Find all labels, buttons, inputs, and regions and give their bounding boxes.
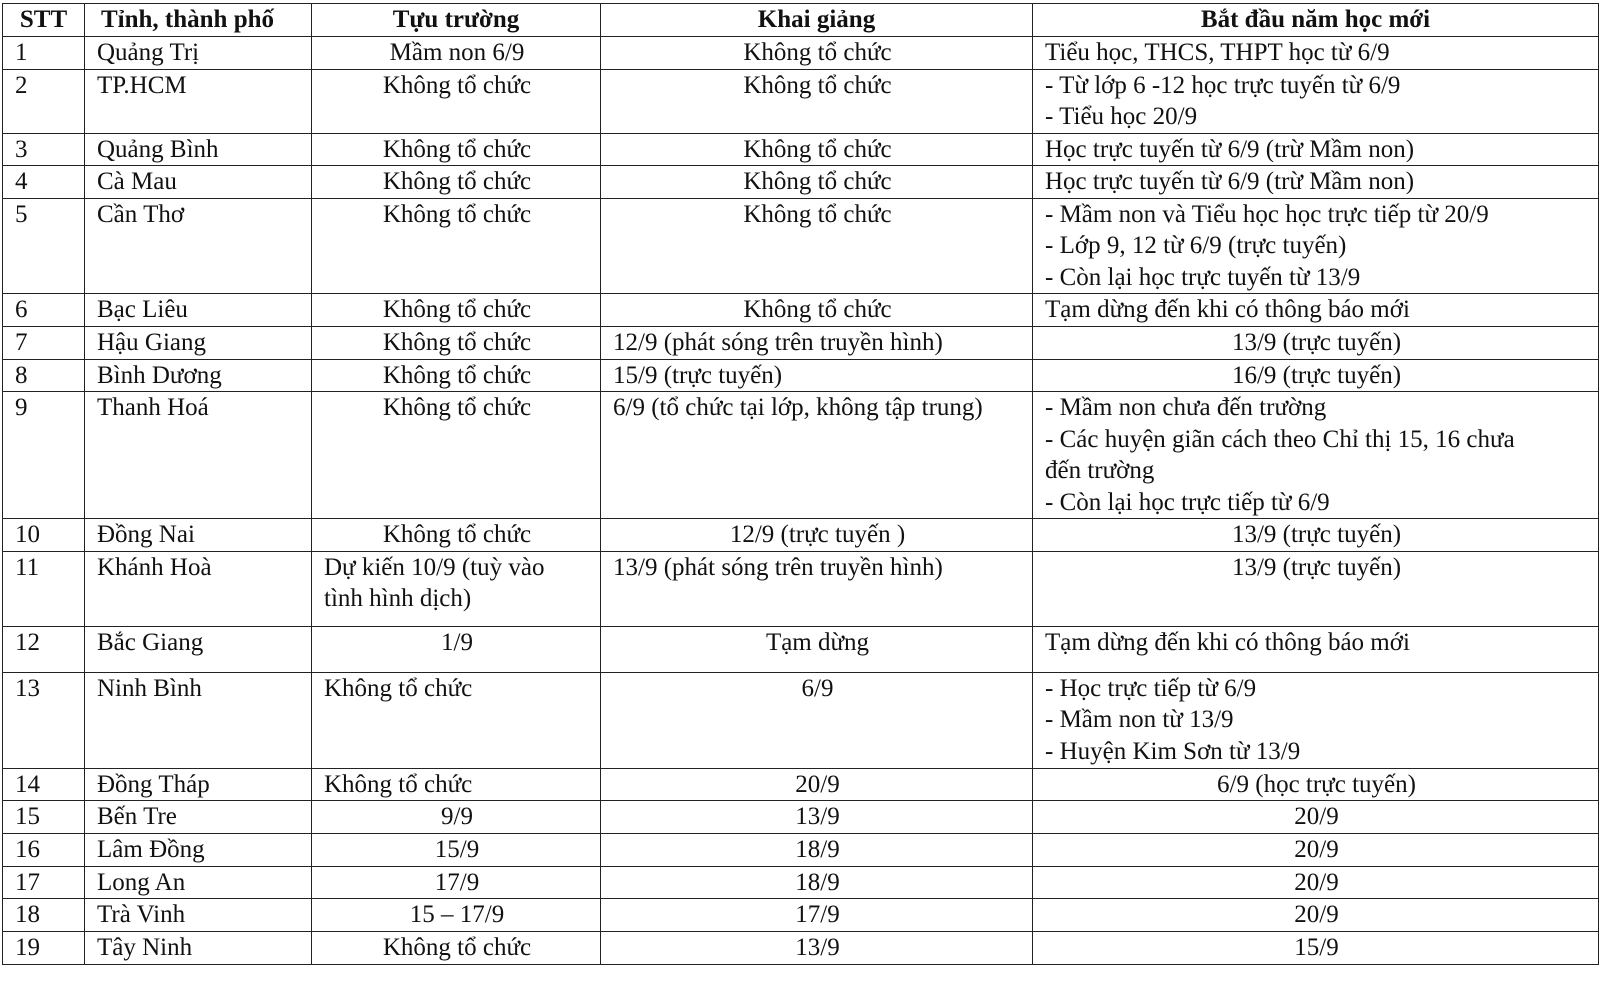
- cell-start: [1033, 37, 1599, 70]
- cell-stt: 15: [3, 801, 85, 834]
- cell-gathering: Mầm non 6/9: [312, 37, 601, 70]
- cell-gathering: Không tổ chức: [312, 519, 601, 552]
- cell-start: [1033, 294, 1599, 327]
- start-line: 13/9 (trực tuyến): [1231, 553, 1402, 581]
- table-row: [3, 801, 1599, 834]
- start-line: - Huyện Kim Sơn từ 13/9: [1045, 737, 1301, 765]
- cell-stt: 5: [3, 198, 85, 294]
- cell-stt: 10: [3, 519, 85, 552]
- cell-gathering: Không tổ chức: [312, 672, 601, 768]
- cell-start: [1033, 672, 1599, 768]
- table-row: [3, 326, 1599, 359]
- start-line: 13/9 (trực tuyến): [1231, 328, 1402, 356]
- cell-opening: 13/9: [601, 801, 1033, 834]
- cell-stt: 13: [3, 672, 85, 768]
- header-opening: Khai giảng: [601, 4, 1033, 37]
- cell-province: Cà Mau: [85, 166, 312, 199]
- start-line: - Các huyện giãn cách theo Chỉ thị 15, 16 chưa: [1045, 425, 1515, 453]
- start-line: Tạm dừng đến khi có thông báo mới: [1045, 296, 1410, 323]
- start-line: - Mầm non chưa đến trường: [1045, 394, 1327, 421]
- cell-stt: 6: [3, 294, 85, 327]
- table-row: [3, 133, 1599, 166]
- cell-gathering: 15/9: [312, 833, 601, 866]
- cell-stt: 17: [3, 866, 85, 899]
- cell-opening: 15/9 (trực tuyến): [601, 359, 1033, 392]
- cell-stt: 18: [3, 899, 85, 932]
- cell-gathering: Không tổ chức: [312, 392, 601, 519]
- header-province: Tỉnh, thành phố: [85, 4, 312, 37]
- table-row: [3, 551, 1599, 626]
- table-row: [3, 294, 1599, 327]
- cell-opening: 6/9: [601, 672, 1033, 768]
- cell-start: [1033, 166, 1599, 199]
- cell-stt: 2: [3, 69, 85, 133]
- start-line: 20/9: [1294, 868, 1339, 896]
- cell-opening: 17/9: [601, 899, 1033, 932]
- cell-stt: 14: [3, 768, 85, 801]
- start-line: - Mầm non từ 13/9: [1045, 706, 1234, 733]
- cell-gathering: Không tổ chức: [312, 931, 601, 964]
- start-line: Học trực tuyến từ 6/9 (trừ Mầm non): [1045, 168, 1415, 195]
- cell-opening: 13/9 (phát sóng trên truyền hình): [601, 551, 1033, 626]
- cell-start: [1033, 866, 1599, 899]
- start-line: Tạm dừng đến khi có thông báo mới: [1045, 628, 1410, 656]
- start-line: - Học trực tiếp từ 6/9: [1045, 674, 1257, 702]
- start-line: 6/9 (học trực tuyến): [1217, 770, 1416, 798]
- cell-opening: Tạm dừng: [601, 626, 1033, 672]
- cell-gathering: Không tổ chức: [312, 768, 601, 801]
- table-row: [3, 69, 1599, 133]
- cell-start: [1033, 899, 1599, 932]
- table-row: [3, 866, 1599, 899]
- cell-opening: Không tổ chức: [601, 69, 1033, 133]
- table-row: [3, 37, 1599, 70]
- cell-start: [1033, 133, 1599, 166]
- cell-province: TP.HCM: [85, 69, 312, 133]
- cell-province: Hậu Giang: [85, 326, 312, 359]
- start-line: - Từ lớp 6 -12 học trực tuyến từ 6/9: [1045, 71, 1401, 99]
- cell-start: [1033, 69, 1599, 133]
- cell-province: Lâm Đồng: [85, 833, 312, 866]
- start-line: - Còn lại học trực tuyến từ 13/9: [1045, 263, 1361, 291]
- table-row: [3, 392, 1599, 519]
- table-body: [3, 37, 1599, 965]
- cell-stt: 7: [3, 326, 85, 359]
- cell-opening: 18/9: [601, 833, 1033, 866]
- cell-opening: Không tổ chức: [601, 294, 1033, 327]
- cell-start: [1033, 801, 1599, 834]
- cell-province: Bình Dương: [85, 359, 312, 392]
- cell-stt: 1: [3, 37, 85, 70]
- start-line: 20/9: [1294, 901, 1339, 928]
- start-line: 16/9 (trực tuyến): [1231, 361, 1402, 389]
- table-row: [3, 519, 1599, 552]
- start-line: - Mầm non và Tiểu học học trực tiếp từ 20/9: [1045, 200, 1489, 228]
- cell-province: Đồng Tháp: [85, 768, 312, 801]
- start-line: 20/9: [1294, 835, 1339, 863]
- school-year-table: [2, 3, 1599, 965]
- start-line: - Tiểu học 20/9: [1045, 103, 1198, 130]
- table-row: [3, 931, 1599, 964]
- cell-start: [1033, 833, 1599, 866]
- cell-gathering: Không tổ chức: [312, 198, 601, 294]
- cell-stt: 4: [3, 166, 85, 199]
- table-row: [3, 672, 1599, 768]
- cell-opening: 20/9: [601, 768, 1033, 801]
- start-line: - Lớp 9, 12 từ 6/9 (trực tuyến): [1045, 232, 1347, 259]
- cell-province: Long An: [85, 866, 312, 899]
- cell-province: Quảng Bình: [85, 133, 312, 166]
- cell-opening: Không tổ chức: [601, 133, 1033, 166]
- cell-stt: 16: [3, 833, 85, 866]
- cell-gathering: Không tổ chức: [312, 133, 601, 166]
- cell-stt: 19: [3, 931, 85, 964]
- cell-province: Bạc Liêu: [85, 294, 312, 327]
- start-line: 15/9: [1294, 933, 1339, 961]
- cell-province: Quảng Trị: [85, 37, 312, 70]
- cell-province: Bắc Giang: [85, 626, 312, 672]
- cell-province: Cần Thơ: [85, 198, 312, 294]
- start-line: 13/9 (trực tuyến): [1231, 521, 1402, 548]
- start-line: Tiểu học, THCS, THPT học từ 6/9: [1045, 39, 1390, 66]
- cell-start: [1033, 198, 1599, 294]
- start-line: đến trường: [1045, 457, 1155, 484]
- cell-stt: 12: [3, 626, 85, 672]
- cell-province: Trà Vinh: [85, 899, 312, 932]
- cell-start: [1033, 519, 1599, 552]
- table-row: [3, 768, 1599, 801]
- cell-gathering: Không tổ chức: [312, 166, 601, 199]
- cell-gathering: 17/9: [312, 866, 601, 899]
- cell-opening: 12/9 (trực tuyến ): [601, 519, 1033, 552]
- cell-province: Đồng Nai: [85, 519, 312, 552]
- cell-gathering: Không tổ chức: [312, 294, 601, 327]
- cell-stt: 9: [3, 392, 85, 519]
- header-stt: STT: [3, 4, 85, 37]
- cell-province: Khánh Hoà: [85, 551, 312, 626]
- cell-start: [1033, 551, 1599, 626]
- cell-province: Bến Tre: [85, 801, 312, 834]
- cell-opening: 13/9: [601, 931, 1033, 964]
- cell-province: Ninh Bình: [85, 672, 312, 768]
- cell-opening: 18/9: [601, 866, 1033, 899]
- cell-stt: 8: [3, 359, 85, 392]
- cell-gathering: Không tổ chức: [312, 359, 601, 392]
- cell-start: [1033, 626, 1599, 672]
- start-line: Học trực tuyến từ 6/9 (trừ Mầm non): [1045, 135, 1415, 163]
- header-start: Bắt đầu năm học mới: [1033, 4, 1599, 37]
- cell-opening: Không tổ chức: [601, 37, 1033, 70]
- cell-gathering: 9/9: [312, 801, 601, 834]
- cell-opening: 6/9 (tổ chức tại lớp, không tập trung): [601, 392, 1033, 519]
- table-row: [3, 166, 1599, 199]
- cell-gathering: Không tổ chức: [312, 326, 601, 359]
- header-row: [3, 4, 1599, 37]
- table-row: [3, 833, 1599, 866]
- cell-start: [1033, 768, 1599, 801]
- cell-opening: Không tổ chức: [601, 166, 1033, 199]
- cell-gathering: Dự kiến 10/9 (tuỳ vào tình hình dịch): [312, 551, 601, 626]
- header-gathering: Tựu trường: [312, 4, 601, 37]
- cell-opening: Không tổ chức: [601, 198, 1033, 294]
- cell-province: Thanh Hoá: [85, 392, 312, 519]
- cell-province: Tây Ninh: [85, 931, 312, 964]
- cell-gathering: 15 – 17/9: [312, 899, 601, 932]
- cell-opening: 12/9 (phát sóng trên truyền hình): [601, 326, 1033, 359]
- table-row: [3, 198, 1599, 294]
- cell-gathering: Không tổ chức: [312, 69, 601, 133]
- cell-start: [1033, 392, 1599, 519]
- start-line: - Còn lại học trực tiếp từ 6/9: [1045, 488, 1330, 516]
- table-row: [3, 899, 1599, 932]
- table-row: [3, 626, 1599, 672]
- cell-start: [1033, 359, 1599, 392]
- cell-stt: 11: [3, 551, 85, 626]
- cell-gathering: 1/9: [312, 626, 601, 672]
- cell-start: [1033, 931, 1599, 964]
- cell-stt: 3: [3, 133, 85, 166]
- cell-start: [1033, 326, 1599, 359]
- start-line: 20/9: [1294, 803, 1339, 830]
- table-row: [3, 359, 1599, 392]
